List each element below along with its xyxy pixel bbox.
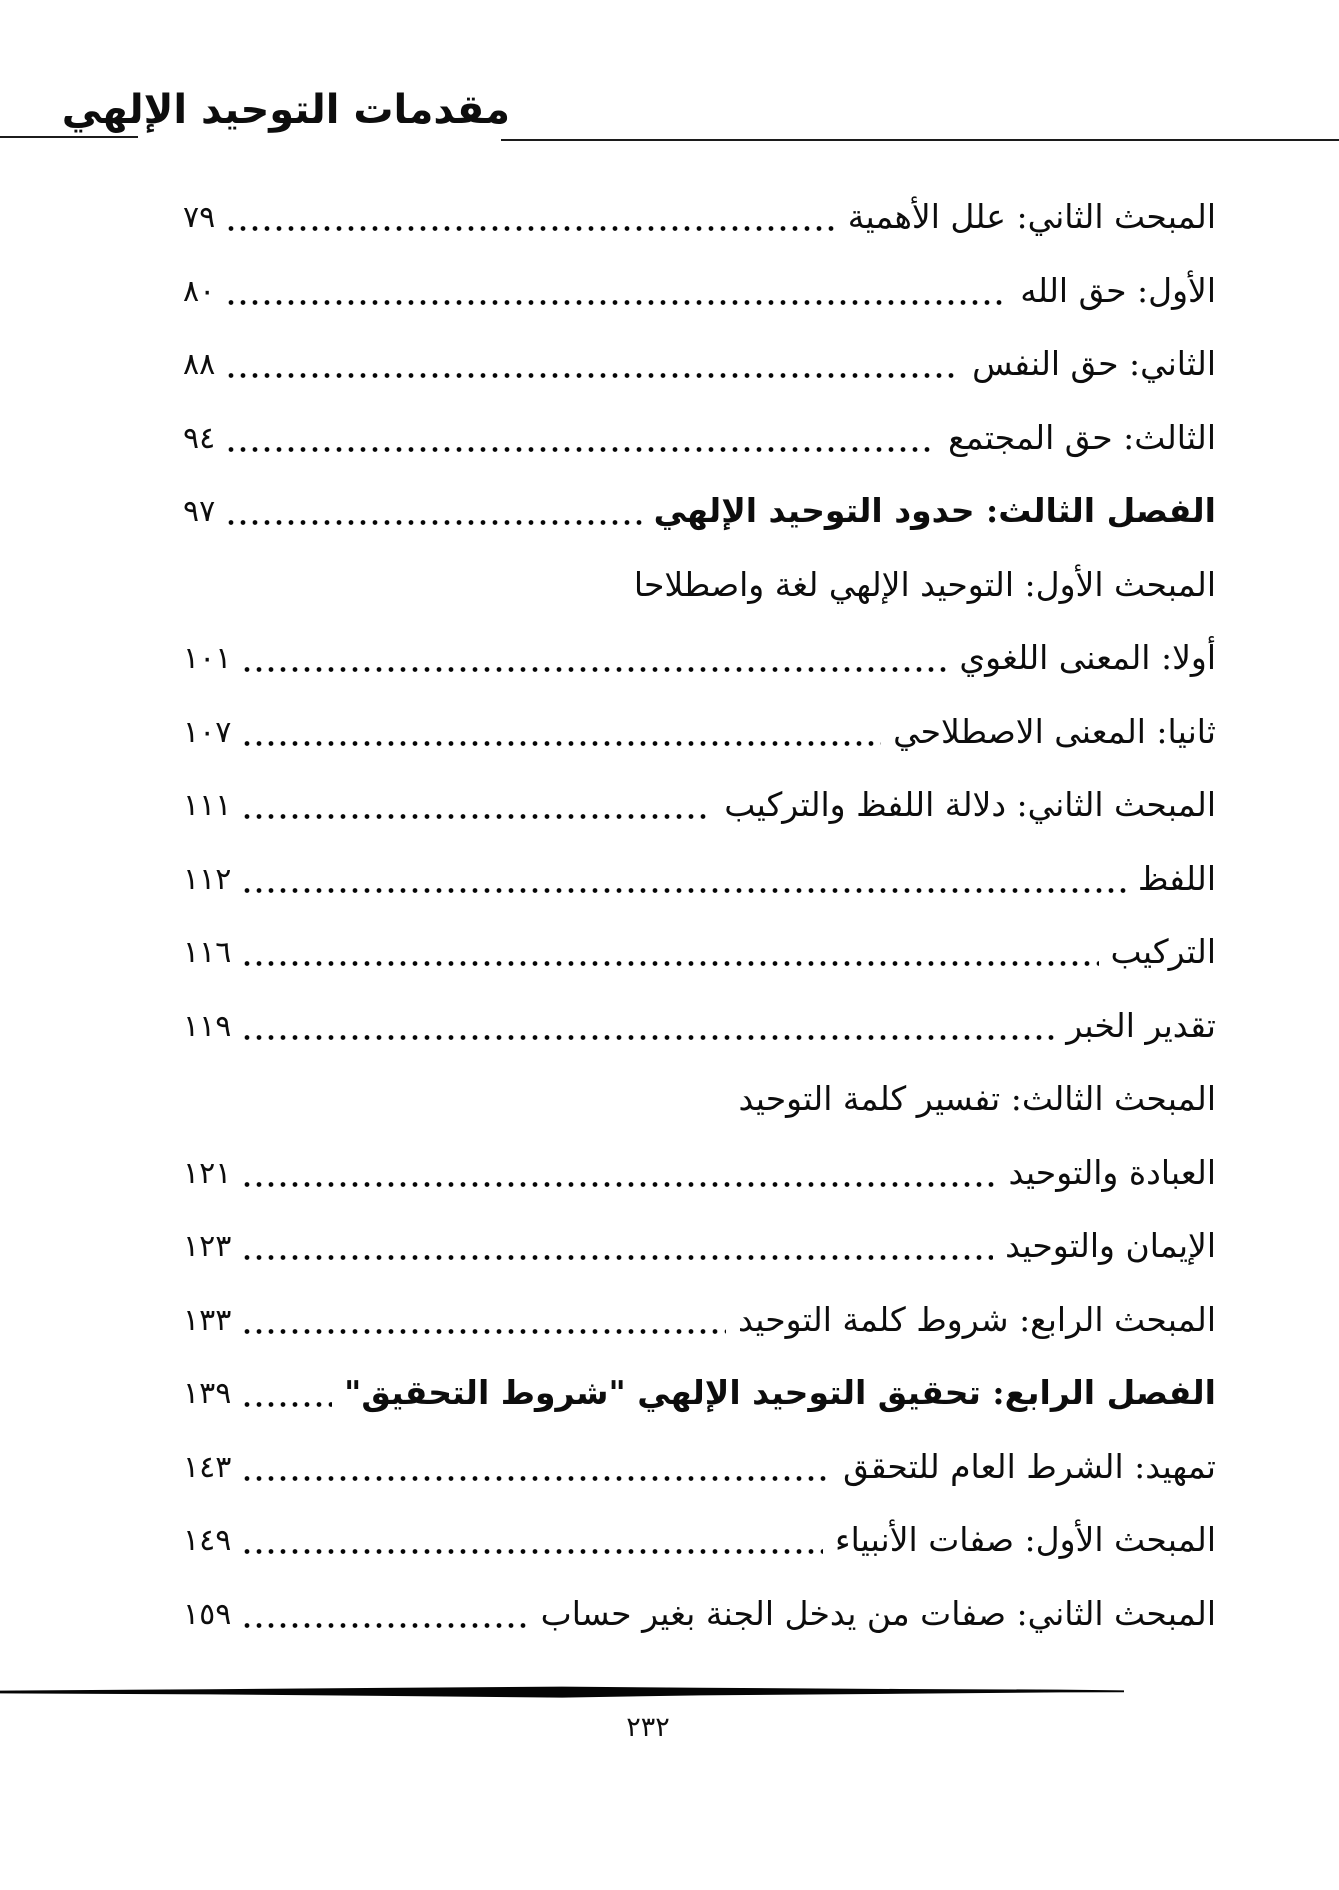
toc-entry-page: ١٢٣ bbox=[183, 1229, 232, 1265]
dot-leader bbox=[241, 1475, 831, 1482]
toc-entry-label: الثالث: حق المجتمع bbox=[948, 417, 1216, 457]
toc-entry-page: ٩٧ bbox=[183, 494, 216, 530]
toc-entry-page: ١١٦ bbox=[183, 935, 232, 971]
toc-entry-page: ١٤٩ bbox=[183, 1523, 232, 1559]
toc-entry-label: المبحث الثالث: تفسير كلمة التوحيد bbox=[738, 1079, 1216, 1119]
page-title: مقدمات التوحيد الإلهي bbox=[61, 86, 510, 133]
toc-entry-label: الفصل الرابع: تحقيق التوحيد الإلهي "شروط التحقيق" bbox=[344, 1373, 1216, 1413]
toc-entry-page: ٧٩ bbox=[183, 200, 216, 236]
toc-entry-page: ١١٢ bbox=[183, 861, 232, 897]
toc-entry-page: ١٣٣ bbox=[183, 1302, 232, 1338]
toc-entry-label: المبحث الرابع: شروط كلمة التوحيد bbox=[737, 1299, 1216, 1339]
dot-leader bbox=[225, 372, 960, 379]
toc-entry-page: ١٥٩ bbox=[183, 1596, 232, 1632]
toc-entry-label: الفصل الثالث: حدود التوحيد الإلهي bbox=[653, 491, 1216, 531]
toc-entry bbox=[183, 1430, 1216, 1504]
toc-entry bbox=[183, 1283, 1216, 1357]
dot-leader bbox=[225, 299, 1008, 306]
toc-entry-page: ١٢١ bbox=[183, 1155, 232, 1191]
dot-leader bbox=[241, 887, 1125, 894]
toc-entry bbox=[183, 842, 1216, 916]
toc-entry-page: ١٣٩ bbox=[183, 1376, 232, 1412]
header-rule-left bbox=[0, 136, 138, 138]
toc-entry-label: تمهيد: الشرط العام للتحقق bbox=[843, 1446, 1216, 1486]
toc-entry-label: التركيب bbox=[1110, 932, 1216, 972]
toc-entry-page: ٨٨ bbox=[183, 347, 216, 383]
toc-entry-page: ١٠٧ bbox=[183, 714, 232, 750]
dot-leader bbox=[241, 813, 712, 820]
toc-entry-label: المبحث الأول: صفات الأنبياء bbox=[835, 1520, 1216, 1560]
toc-entry bbox=[183, 548, 1216, 622]
toc-entry-label: الإيمان والتوحيد bbox=[1005, 1226, 1216, 1266]
dot-leader bbox=[241, 1328, 726, 1335]
toc-list bbox=[183, 180, 1216, 1650]
toc-entry-label: الثاني: حق النفس bbox=[972, 344, 1216, 384]
toc-entry-label: تقدير الخبر bbox=[1066, 1005, 1216, 1045]
toc-entry bbox=[183, 1136, 1216, 1210]
dot-leader bbox=[241, 666, 947, 673]
toc-entry bbox=[183, 180, 1216, 254]
dot-leader bbox=[241, 740, 881, 747]
toc-entry-label: المبحث الثاني: دلالة اللفظ والتركيب bbox=[724, 785, 1216, 825]
toc-entry-page: ١٠١ bbox=[183, 641, 232, 677]
toc-entry bbox=[183, 1209, 1216, 1283]
dot-leader bbox=[241, 1548, 823, 1555]
dot-leader bbox=[241, 1254, 993, 1261]
dot-leader bbox=[241, 1622, 528, 1629]
toc-entry bbox=[183, 695, 1216, 769]
toc-entry-label: المبحث الثاني: علل الأهمية bbox=[847, 197, 1216, 237]
toc-entry bbox=[183, 1577, 1216, 1651]
toc-entry bbox=[183, 401, 1216, 475]
toc-entry bbox=[183, 1356, 1216, 1430]
footer-rule bbox=[0, 1686, 1124, 1699]
toc-entry-label: العبادة والتوحيد bbox=[1008, 1152, 1216, 1192]
toc-entry-page: ١٤٣ bbox=[183, 1449, 232, 1485]
toc-entry-label: اللفظ bbox=[1137, 858, 1216, 898]
toc-entry-page: ٨٠ bbox=[183, 273, 216, 309]
toc-entry-label: المبحث الأول: التوحيد الإلهي لغة واصطلاحا bbox=[633, 564, 1216, 604]
page-number: ٢٣٢ bbox=[626, 1712, 670, 1743]
toc-entry bbox=[183, 254, 1216, 328]
header-rule-right bbox=[501, 139, 1339, 141]
toc-entry-page: ١١٩ bbox=[183, 1008, 232, 1044]
toc-entry bbox=[183, 621, 1216, 695]
toc-entry bbox=[183, 327, 1216, 401]
toc-entry-label: المبحث الثاني: صفات من يدخل الجنة بغير حساب bbox=[540, 1593, 1216, 1633]
toc-entry bbox=[183, 989, 1216, 1063]
toc-entry-page: ٩٤ bbox=[183, 420, 216, 456]
dot-leader bbox=[241, 1034, 1054, 1041]
dot-leader bbox=[241, 960, 1098, 967]
dot-leader bbox=[225, 225, 836, 232]
dot-leader bbox=[225, 519, 641, 526]
toc-entry-label: أولا: المعنى اللغوي bbox=[959, 638, 1216, 678]
toc-entry bbox=[183, 1062, 1216, 1136]
toc-entry bbox=[183, 768, 1216, 842]
toc-entry bbox=[183, 915, 1216, 989]
toc-entry-label: ثانيا: المعنى الاصطلاحي bbox=[893, 711, 1216, 751]
dot-leader bbox=[225, 446, 936, 453]
toc-entry-label: الأول: حق الله bbox=[1020, 270, 1216, 310]
dot-leader bbox=[241, 1401, 332, 1408]
toc-entry bbox=[183, 474, 1216, 548]
toc-entry-page: ١١١ bbox=[183, 788, 232, 824]
dot-leader bbox=[241, 1181, 996, 1188]
toc-entry bbox=[183, 1503, 1216, 1577]
